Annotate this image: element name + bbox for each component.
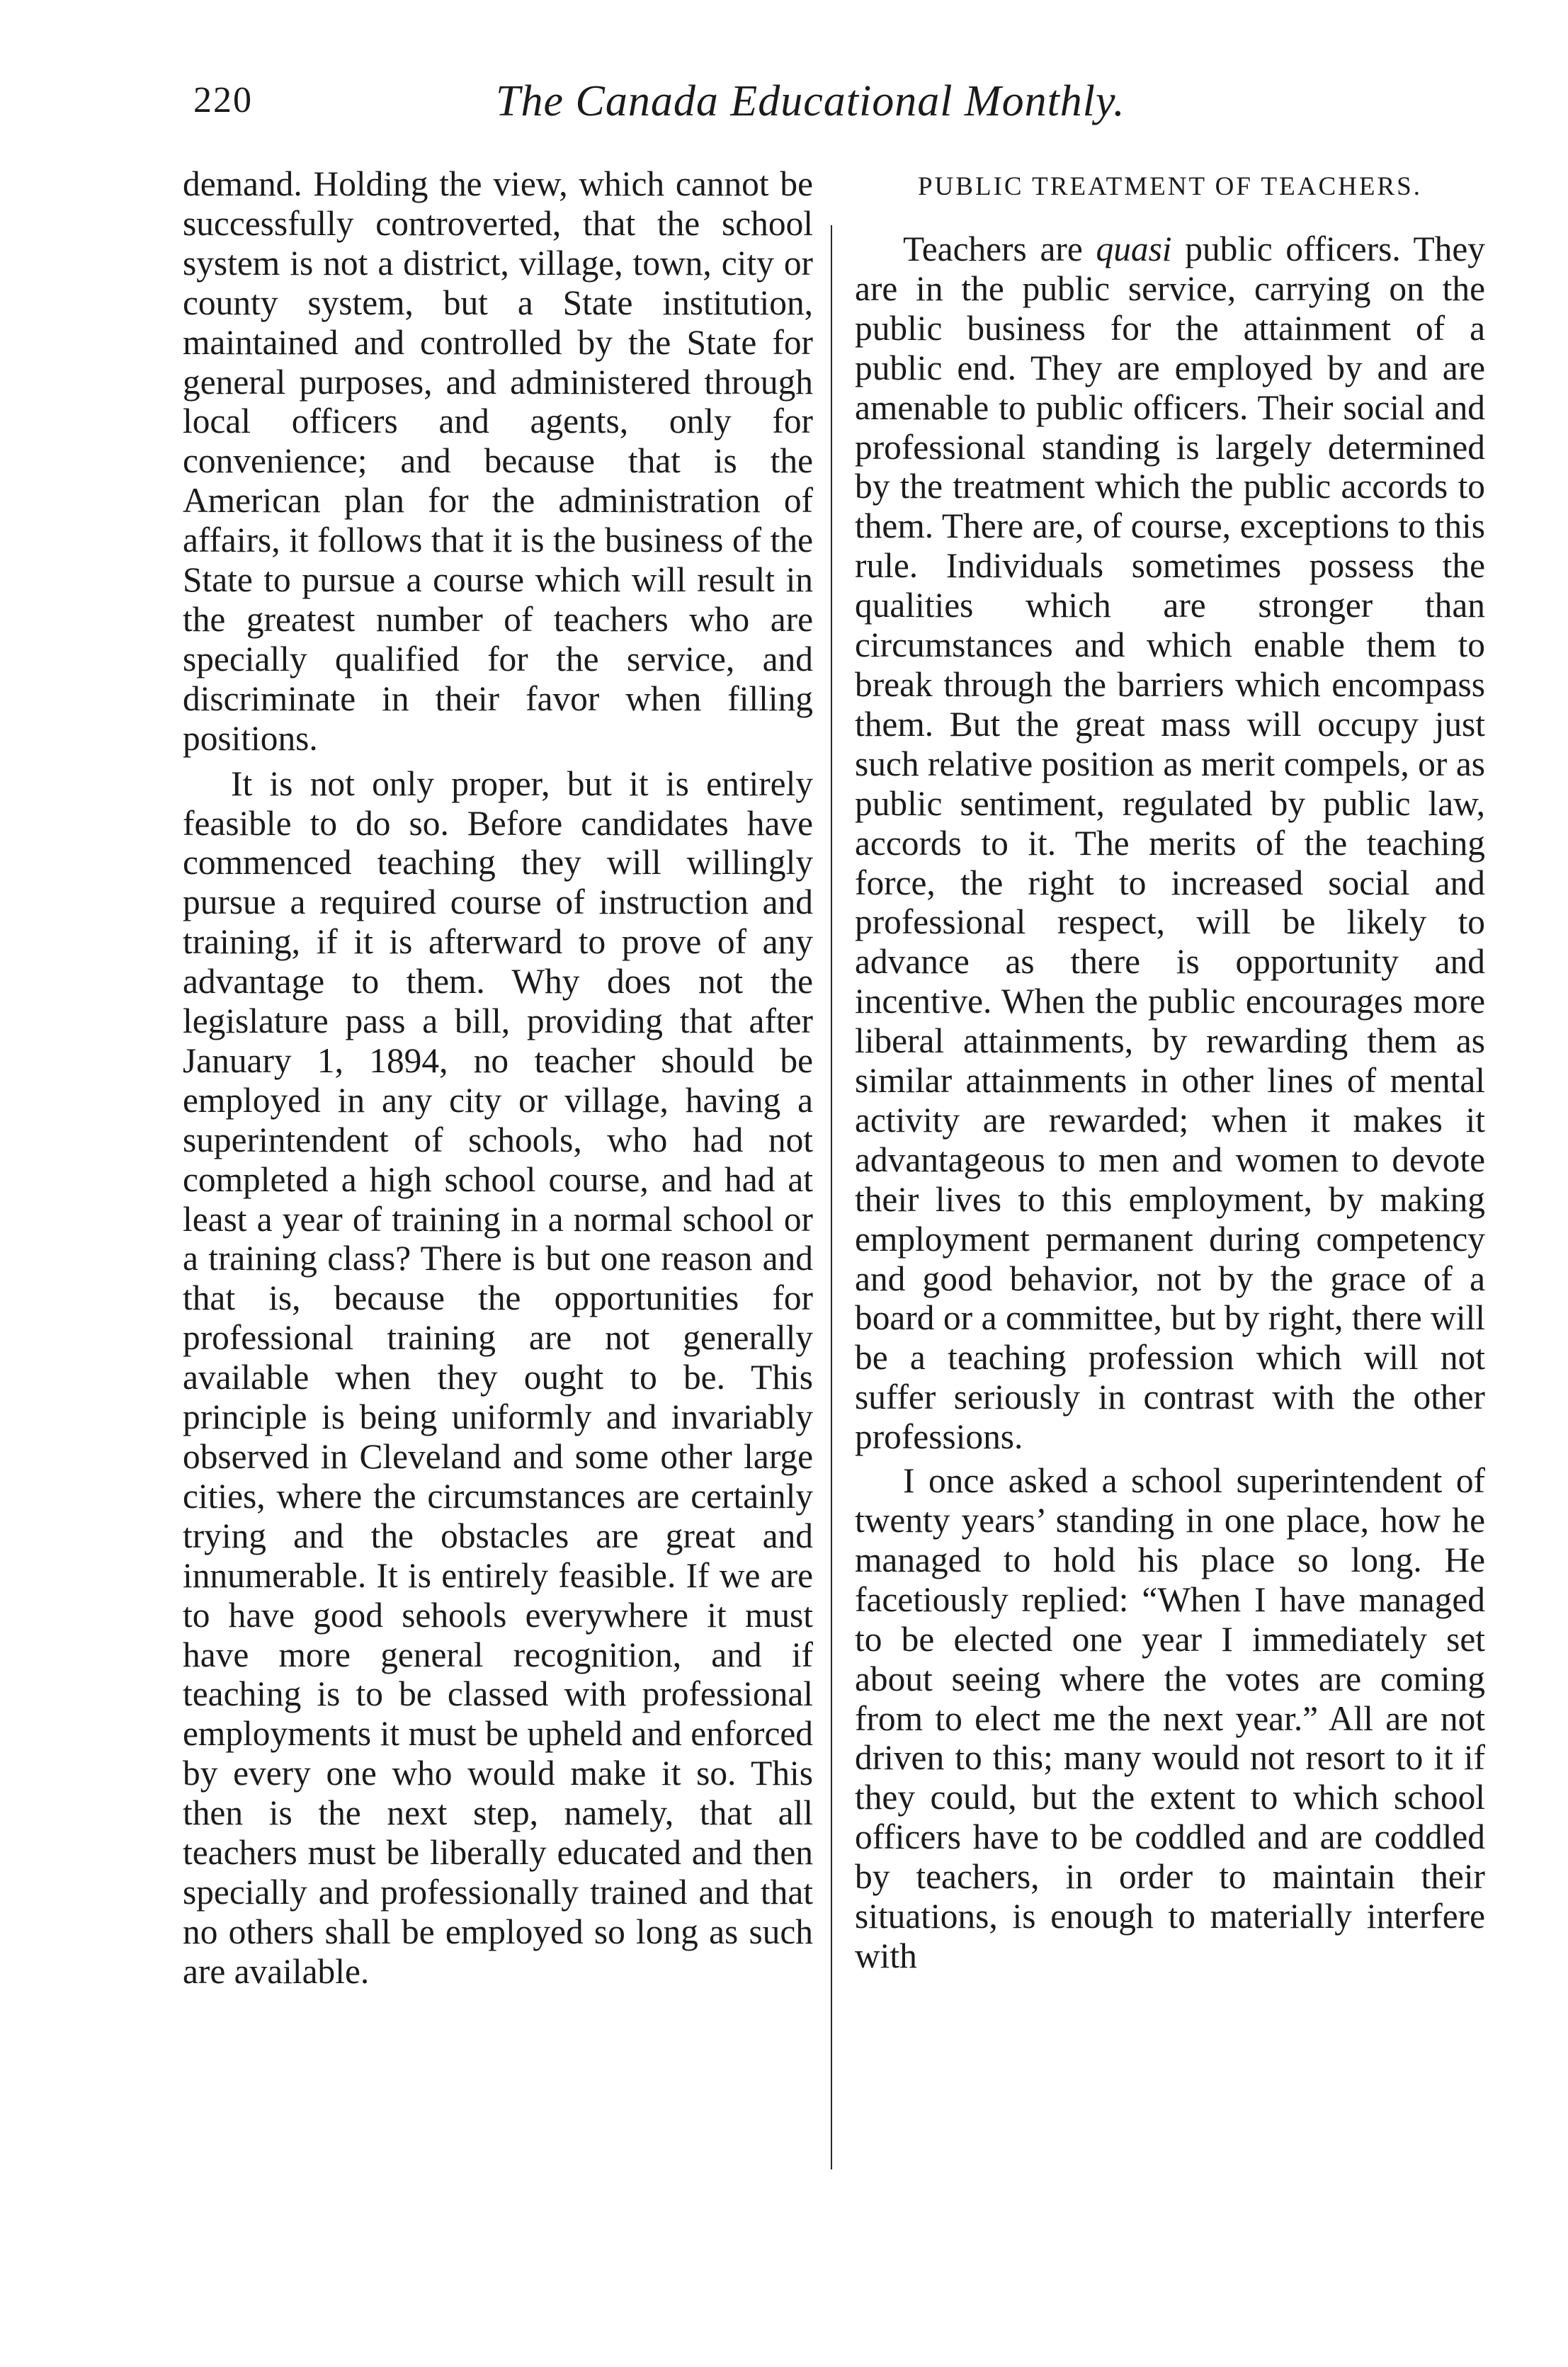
running-title: The Canada Educational Monthly. <box>496 77 1125 125</box>
right-paragraph-2: I once asked a school superintendent of twenty years’ standing in one place, how he managed to hold his place so long. He facetiously replied: “When I have managed to be elected one year I immediately set about seeing where the votes are coming from to elect me the next year.” All are not driven to this; many would not resort to it if they could, but the extent to which school officers have to be coddled and are coddled by teachers, in order to maintain their situations, is enough to materially interfere with <box>855 1461 1485 1975</box>
paragraph-lead: Teachers are <box>903 229 1096 268</box>
emphasis-quasi: quasi <box>1096 229 1172 268</box>
right-column <box>855 170 1485 1976</box>
section-heading: PUBLIC TREATMENT OF TEACHERS. <box>918 172 1422 201</box>
left-paragraph-2: It is not only proper, but it is entirely feasible to do so. Before candidates have commenced teaching they will willingly pursue a required course of instruction and training, if it is afterward to prove of any advantage to them. Why does not the legislature pass a bill, providing that after January 1, 1894, no teacher should be employed in any city or village, having a superintendent of schools, who had not completed a high school course, and had at least a year of training in a normal school or a training class? There is but one reason and that is, because the opportunities for professional training are not generally available when they ought to be. This principle is being uniformly and invariably observed in Cleveland and some other large cities, where the circumstances are certainly trying and the obstacles are great and innumerable. It is entirely feasible. If we are to have good sehools everywhere it must have more general recognition, and if teaching is to be classed with professional employments it must be upheld and enforced by every one who would make it so. This then is the next step, namely, that all teachers must be liberally educated and then specially and professionally trained and that no others shall be employed so long as such are available. <box>183 764 813 1991</box>
left-column <box>183 164 813 1992</box>
page-number: 220 <box>193 80 253 120</box>
left-paragraph-1: demand. Holding the view, which cannot be successfully controverted, that the school system is not a district, village, town, city or county system, but a State institution, maintained and controlled by the State for general purposes, and administered through local officers and agents, only for convenience; and because that is the American plan for the administration of affairs, it follows that it is the business of the State to pursue a course which will result in the greatest number of teachers who are specially qualified for the service, and discriminate in their favor when filling positions. <box>183 164 813 758</box>
paragraph-rest: public officers. They are in the public service, carrying on the public business for the attainment of a public end. They are employed by and are amenable to public officers. Their social and professional standing is largely determined by the treatment which the public accords to them. There are, of course, exceptions to this rule. Individuals sometimes possess the qualities which are stronger than circumstances and which enable them to break through the barriers which encompass them. But the great mass will occupy just such relative position as merit compels, or as public sentiment, regulated by public law, accords to it. The merits of the teaching force, the right to increased social and professional respect, will be likely to advance as there is opportunity and incentive. When the public encourages more liberal attainments, by rewarding them as similar attainments in other lines of mental activity are rewarded; when it makes it advantageous to men and women to devote their lives to this employment, by making employment permanent during competency and good behavior, not by the grace of a board or a committee, but by right, there will be a teaching profession which will not suffer seriously in contrast with the other professions. <box>855 229 1485 1457</box>
right-paragraph-1 <box>855 229 1485 1457</box>
column-divider <box>831 225 832 2169</box>
